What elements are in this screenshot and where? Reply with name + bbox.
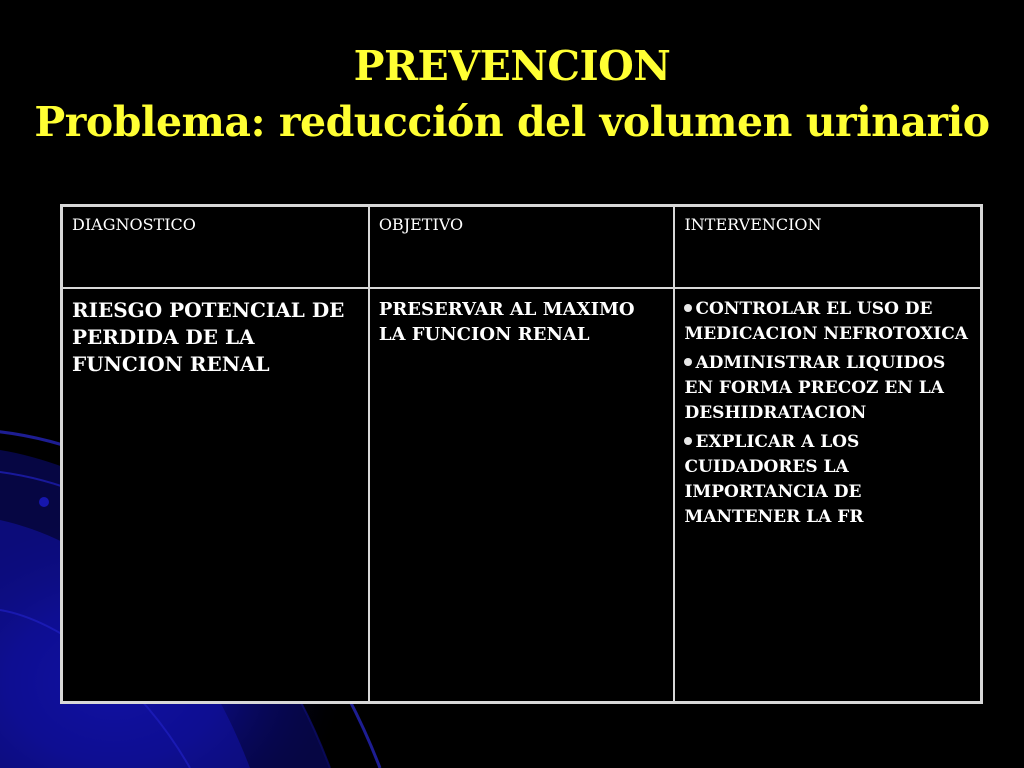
bullet-dot-icon — [684, 358, 692, 366]
intervencion-list — [684, 297, 971, 530]
intervencion-item-text: EXPLICAR A LOS CUIDADORES LA IMPORTANCIA DE MANTENER LA FR — [684, 432, 864, 527]
list-item — [684, 351, 971, 426]
cell-objetivo: PRESERVAR AL MAXIMO LA FUNCION RENAL — [369, 288, 675, 703]
intervencion-item-text: CONTROLAR EL USO DE MEDICACION NEFROTOXICA — [684, 299, 968, 344]
list-item — [684, 430, 971, 530]
prevention-table — [60, 204, 983, 704]
bullet-dot-icon — [684, 437, 692, 445]
header-intervencion: INTERVENCION — [674, 206, 981, 289]
title-line-problema: Problema: reducción del volumen urinario — [34, 98, 990, 146]
intervencion-item-text: ADMINISTRAR LIQUIDOS EN FORMA PRECOZ EN LA DESHIDRATACION — [684, 353, 946, 423]
table-row — [62, 288, 982, 703]
table-header-row — [62, 206, 982, 289]
cell-diagnostico: RIESGO POTENCIAL DE PERDIDA DE LA FUNCION RENAL — [62, 288, 369, 703]
title-line-prevencion: PREVENCION — [353, 42, 671, 90]
slide-title — [0, 38, 1024, 150]
cell-intervencion — [674, 288, 981, 703]
header-diagnostico: DIAGNOSTICO — [62, 206, 369, 289]
header-objetivo: OBJETIVO — [369, 206, 675, 289]
bullet-dot-icon — [684, 304, 692, 312]
list-item — [684, 297, 971, 347]
